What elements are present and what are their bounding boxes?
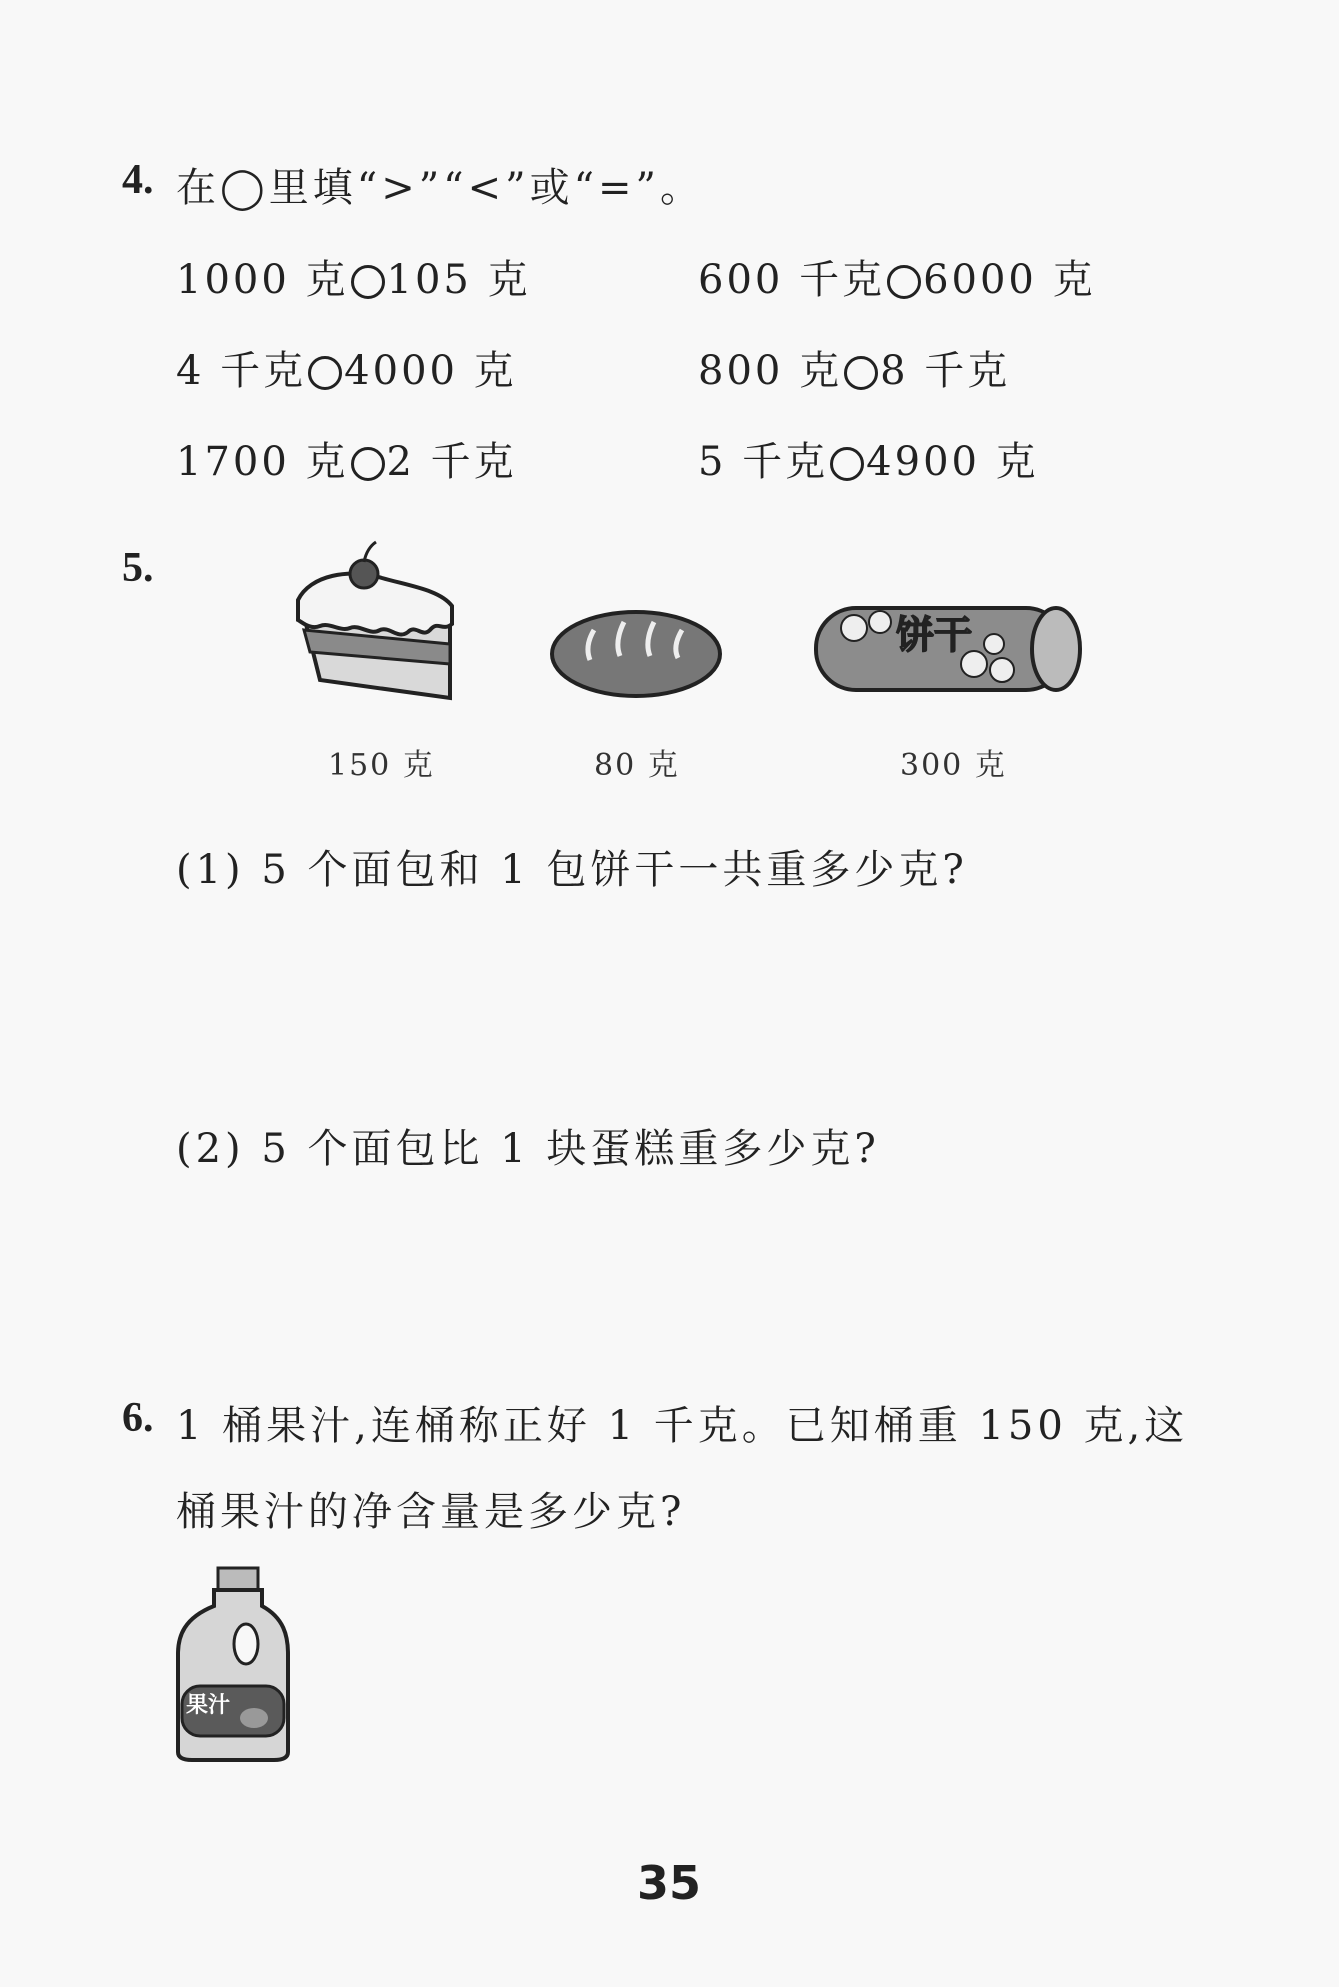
comparison-right: 4900 克	[866, 439, 1039, 485]
comparison-right: 8 千克	[880, 348, 1011, 394]
cake-weight: 150 克	[328, 748, 435, 783]
comparison-left: 600 千克	[698, 257, 886, 303]
comparison-item	[698, 248, 1096, 305]
comparison-right: 2 千克	[386, 439, 517, 485]
cake-illustration	[290, 540, 460, 705]
comparison-left: 1700 克	[176, 439, 349, 485]
juice-bottle-label: 果汁	[186, 1693, 231, 1718]
question-5-part-2: (2) 5 个面包比 1 块蛋糕重多少克?	[176, 1126, 880, 1172]
bread-weight: 80 克	[594, 748, 680, 783]
comparison-item	[176, 248, 531, 305]
answer-circle[interactable]	[308, 356, 342, 390]
question-4-number: 4.	[122, 157, 154, 203]
bread-illustration	[548, 608, 724, 700]
comparison-item	[698, 339, 1010, 396]
comparison-left: 1000 克	[176, 257, 349, 303]
page-number: 35	[637, 1856, 702, 1910]
question-6-line-1: 1 桶果汁,连桶称正好 1 千克。已知桶重 150 克,这	[176, 1403, 1189, 1449]
question-6-number: 6.	[122, 1395, 154, 1441]
comparison-left: 4 千克	[176, 348, 307, 394]
question-4-instruction: 在◯里填“>”“<”或“=”。	[176, 165, 705, 211]
comparison-right: 4000 克	[344, 348, 517, 394]
question-5-number: 5.	[122, 545, 154, 591]
answer-circle[interactable]	[351, 447, 385, 481]
juice-bottle-illustration	[174, 1566, 294, 1762]
comparison-right: 105 克	[386, 257, 531, 303]
answer-circle[interactable]	[351, 265, 385, 299]
biscuit-package-text: 饼干	[896, 613, 973, 657]
comparison-left: 5 千克	[698, 439, 829, 485]
comparison-right: 6000 克	[923, 257, 1096, 303]
comparison-item	[176, 430, 517, 487]
comparison-item	[698, 430, 1039, 487]
answer-circle[interactable]	[830, 447, 864, 481]
answer-circle[interactable]	[844, 356, 878, 390]
comparison-item	[176, 339, 517, 396]
biscuit-weight: 300 克	[900, 748, 1007, 783]
answer-circle[interactable]	[887, 265, 921, 299]
comparison-left: 800 克	[698, 348, 843, 394]
question-5-part-1: (1) 5 个面包和 1 包饼干一共重多少克?	[176, 847, 968, 893]
question-6-line-2: 桶果汁的净含量是多少克?	[176, 1489, 686, 1535]
